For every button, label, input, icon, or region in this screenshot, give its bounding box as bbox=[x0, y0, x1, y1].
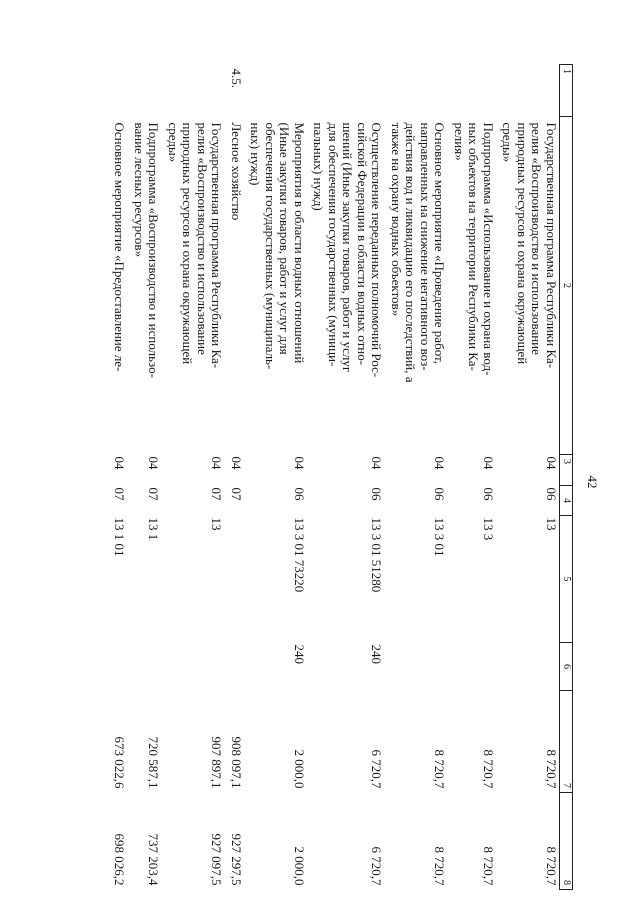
target-article-code: 13 bbox=[209, 517, 225, 531]
amount-year-2: 8 720,7 bbox=[432, 846, 448, 886]
expense-type-code bbox=[385, 643, 448, 691]
subsection-code: 07 bbox=[209, 487, 225, 501]
section-code: 04 bbox=[432, 456, 448, 470]
header-cell-6: 6 bbox=[560, 643, 573, 691]
target-article-code: 13 3 01 bbox=[432, 517, 448, 557]
subsection-code: 07 bbox=[112, 487, 128, 501]
row-number bbox=[496, 65, 560, 117]
subsection-code: 06 bbox=[544, 487, 559, 501]
subsection-code: 07 bbox=[146, 487, 162, 501]
row-number bbox=[108, 65, 128, 117]
header-cell-1: 1 bbox=[560, 65, 573, 117]
amount-year-2: 927 097,5 bbox=[209, 833, 225, 886]
section-code: 04 bbox=[292, 456, 307, 470]
table-row bbox=[307, 65, 385, 890]
expense-type-code: 240 bbox=[369, 644, 385, 664]
section-code: 04 bbox=[544, 456, 559, 470]
row-name: Лесное хозяйство bbox=[229, 122, 244, 221]
amount-year-1: 2 000,0 bbox=[292, 749, 307, 789]
amount-year-1: 8 720,7 bbox=[481, 749, 496, 789]
table-row bbox=[244, 65, 307, 890]
header-cell-7: 7 bbox=[560, 691, 573, 793]
amount-year-2: 2 000,0 bbox=[292, 846, 307, 886]
header-cell-5: 5 bbox=[560, 516, 573, 643]
amount-year-1: 908 097,1 bbox=[229, 736, 244, 789]
section-code: 04 bbox=[481, 456, 496, 470]
row-number bbox=[385, 65, 448, 117]
subsection-code: 06 bbox=[481, 487, 496, 501]
target-article-code: 13 1 01 bbox=[112, 517, 128, 557]
table-row bbox=[385, 65, 448, 890]
amount-year-2: 737 203,4 bbox=[146, 833, 162, 886]
row-name: Основное мероприятие «Проведение работ, направленных на снижение негативного воз- действия вод и ликвидацию его последствий, а также на охрану водных объектов» bbox=[389, 122, 448, 383]
header-cell-3: 3 bbox=[560, 455, 573, 486]
expense-type-code: 240 bbox=[292, 644, 307, 664]
row-number bbox=[307, 65, 385, 117]
section-code: 04 bbox=[112, 456, 128, 470]
expense-type-code bbox=[448, 643, 497, 691]
header-cell-8: 8 bbox=[560, 793, 573, 890]
row-name: Мероприятия в области водных отношений (Иные закупки товаров, работ и услуг для обеспечения государственных (муниципаль- ных) нужд) bbox=[248, 122, 307, 370]
table-row bbox=[496, 65, 560, 890]
row-name: Осуществление переданных полномочий Рос- сийской Федерации в области водных отно- шений (Иные закупки товаров, работ и услуг для обеспечения государственных (муници- пальных) нужд) bbox=[311, 122, 385, 378]
target-article-code: 13 3 01 73220 bbox=[292, 517, 307, 593]
row-name: Подпрограмма «Воспроизводство и использо- вание лесных ресурсов» bbox=[132, 122, 162, 378]
row-number bbox=[162, 65, 225, 117]
amount-year-2: 6 720,7 bbox=[369, 846, 385, 886]
row-number: 4.5. bbox=[229, 68, 244, 88]
table-row bbox=[162, 65, 225, 890]
amount-year-2: 927 297,5 bbox=[229, 833, 244, 886]
target-article-code bbox=[225, 516, 245, 643]
expense-type-code bbox=[108, 643, 128, 691]
budget-table bbox=[108, 64, 573, 890]
amount-year-1: 8 720,7 bbox=[432, 749, 448, 789]
amount-year-1: 6 720,7 bbox=[369, 749, 385, 789]
row-name: Государственная программа Республики Ка- релия «Воспроизводство и использование природных ресурсов и охрана окружающей среды» bbox=[500, 122, 559, 369]
table-row bbox=[128, 65, 162, 890]
target-article-code: 13 3 bbox=[481, 517, 496, 541]
header-cell-4: 4 bbox=[560, 486, 573, 516]
target-article-code: 13 bbox=[544, 517, 559, 531]
table-row bbox=[108, 65, 128, 890]
target-article-code: 13 3 01 51280 bbox=[369, 517, 385, 593]
row-number bbox=[244, 65, 307, 117]
header-cell-2: 2 bbox=[560, 117, 573, 455]
section-code: 04 bbox=[209, 456, 225, 470]
row-name: Подпрограмма «Использование и охрана вод- ных объектов на территории Республики Ка- релия» bbox=[452, 122, 496, 376]
amount-year-2: 698 026,2 bbox=[112, 833, 128, 886]
amount-year-2: 8 720,7 bbox=[544, 846, 559, 886]
row-name: Основное мероприятие «Предоставление ле- bbox=[112, 122, 128, 372]
rotated-page bbox=[58, 64, 573, 889]
table-row bbox=[448, 65, 497, 890]
subsection-code: 06 bbox=[292, 487, 307, 501]
amount-year-1: 907 897,1 bbox=[209, 736, 225, 789]
section-code: 04 bbox=[369, 456, 385, 470]
target-article-code: 13 1 bbox=[146, 517, 162, 541]
table-row bbox=[225, 65, 245, 890]
amount-year-1: 720 587,1 bbox=[146, 736, 162, 789]
amount-year-1: 8 720,7 bbox=[544, 749, 559, 789]
section-code: 04 bbox=[229, 456, 244, 470]
row-name: Государственная программа Республики Ка- релия «Воспроизводство и использование природных ресурсов и охрана окружающей среды» bbox=[166, 122, 225, 369]
expense-type-code bbox=[496, 643, 560, 691]
section-code: 04 bbox=[146, 456, 162, 470]
expense-type-code bbox=[225, 643, 245, 691]
amount-year-2: 8 720,7 bbox=[481, 846, 496, 886]
amount-year-1: 673 022,6 bbox=[112, 736, 128, 789]
row-number bbox=[448, 65, 497, 117]
subsection-code: 07 bbox=[229, 487, 244, 501]
expense-type-code bbox=[162, 643, 225, 691]
expense-type-code bbox=[128, 643, 162, 691]
header-row bbox=[560, 65, 573, 890]
row-number bbox=[128, 65, 162, 117]
subsection-code: 06 bbox=[432, 487, 448, 501]
subsection-code: 06 bbox=[369, 487, 385, 501]
page-number: 42 bbox=[585, 475, 600, 489]
table-body bbox=[108, 65, 560, 890]
